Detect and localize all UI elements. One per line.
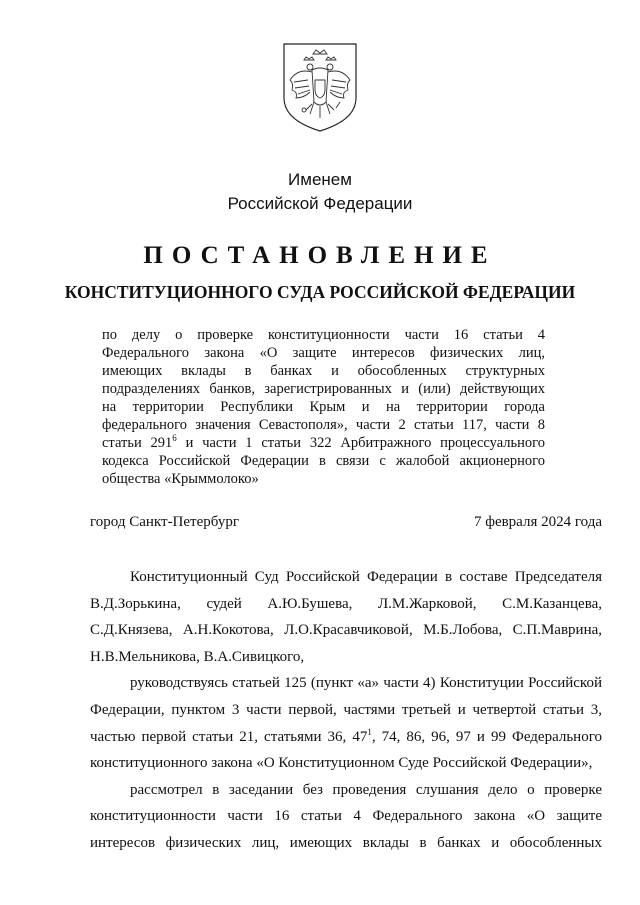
coat-of-arms-emblem	[280, 40, 360, 134]
body-line: Федерации, пунктом 3 части первой, частями третьей и четвертой статьи 3,	[90, 701, 602, 718]
superscript: 6	[172, 433, 177, 443]
case-line: на территории Республики Крым и на территории города	[102, 399, 545, 415]
superscript: 1	[367, 726, 372, 737]
place-and-date	[90, 514, 602, 534]
body-line: частью первой статьи 21, статьями 36, $47^1$, 74, 86, 96, 97 и 99 Федерального	[90, 726, 602, 745]
case-line: имеющих вклады в банках и обособленных структурных	[102, 363, 545, 379]
body-line: конституционного закона «О Конституционном Суде Российской Федерации»,	[90, 755, 593, 772]
body-text	[90, 564, 602, 857]
header-line-in-the-name: Именем	[288, 170, 352, 189]
body-line: В.Д.Зорькина, судей А.Ю.Бушева, Л.М.Жарковой, С.М.Казанцева,	[90, 595, 602, 612]
document-subtitle: КОНСТИТУЦИОННОГО СУДА РОССИЙСКОЙ ФЕДЕРАЦИИ	[64, 282, 576, 302]
case-line: статьи $291^6$ и части 1 статьи 322 Арбитражного процессуального	[102, 433, 545, 451]
body-line: Конституционный Суд Российской Федерации в составе Председателя	[130, 569, 602, 585]
case-line: подразделениях банков, зарегистрированных и (или) действующих	[102, 381, 545, 397]
case-line: Федерального закона «О защите интересов физических лиц,	[102, 345, 545, 361]
case-line: федерального значения Севастополя», части 2 статьи 117, части 8	[102, 417, 545, 433]
date: 7 февраля 2024 года	[473, 514, 602, 530]
case-line: общества «Крыммолоко»	[102, 471, 259, 487]
header-line-federation: Российской Федерации	[227, 194, 413, 213]
body-line: Н.В.Мельникова, В.А.Сивицкого,	[90, 648, 305, 665]
body-line: рассмотрел в заседании без проведения слушания дело о проверке	[130, 781, 602, 798]
body-line: конституционности части 16 статьи 4 Федерального закона «О защите	[90, 808, 602, 825]
case-line: по делу о проверке конституционности части 16 статьи 4	[102, 327, 545, 343]
place: город Санкт-Петербург	[90, 514, 239, 530]
body-line: С.Д.Князева, А.Н.Кокотова, Л.О.Красавчиковой, М.Б.Лобова, С.П.Маврина,	[90, 622, 602, 639]
body-line: руководствуясь статьей 125 (пункт «а» части 4) Конституции Российской	[130, 675, 602, 692]
body-line: интересов физических лиц, имеющих вклады в банках и обособленных	[90, 834, 602, 851]
document-title: ПОСТАНОВЛЕНИЕ	[143, 242, 497, 269]
case-line: кодекса Российской Федерации в связи с жалобой акционерного	[102, 453, 545, 469]
case-description	[102, 326, 545, 488]
